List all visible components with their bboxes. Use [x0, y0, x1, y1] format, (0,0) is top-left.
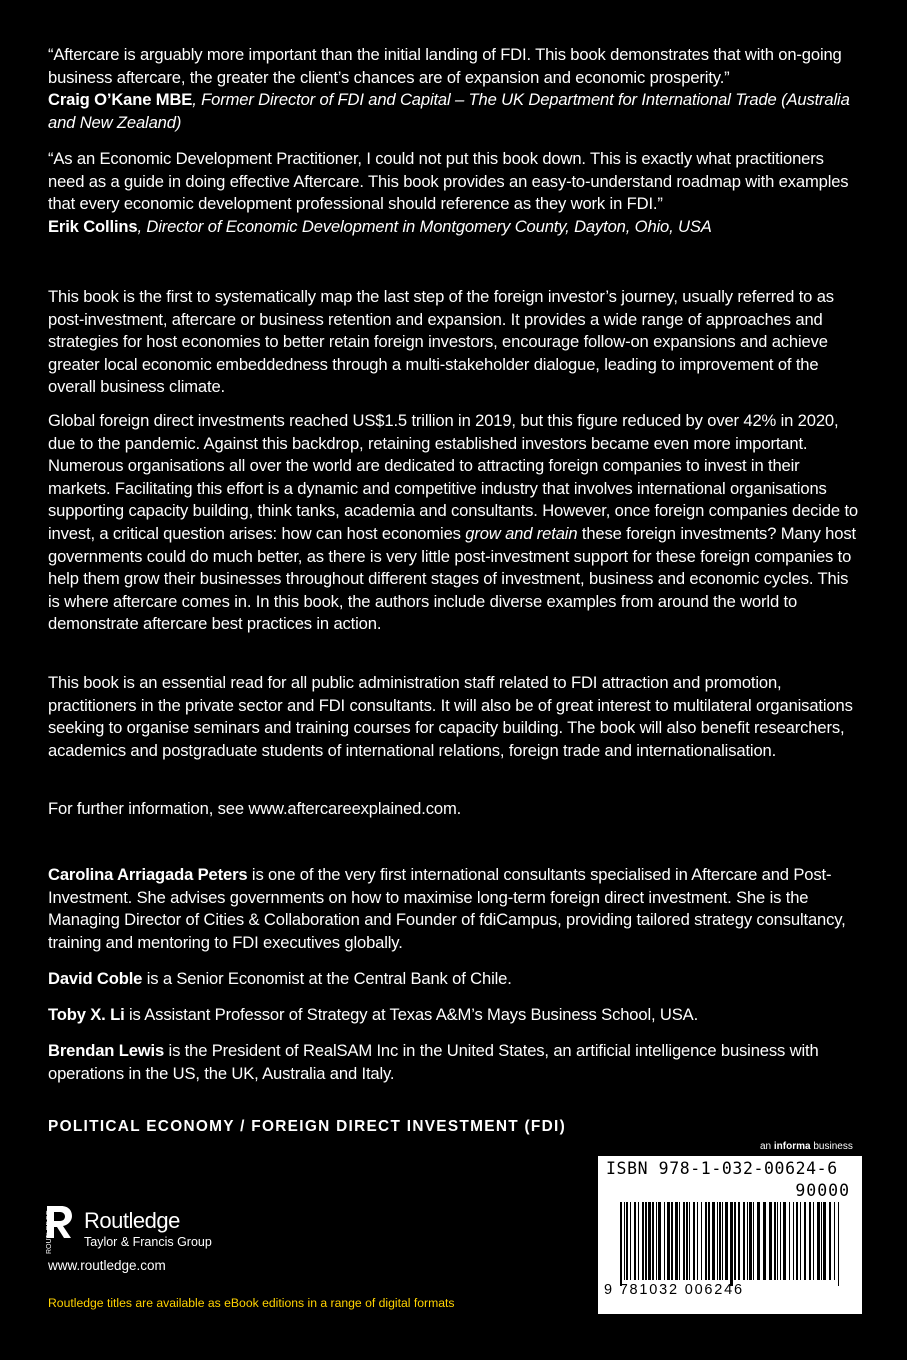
endorsement-quote-1	[48, 44, 860, 134]
subject-category: POLITICAL ECONOMY / FOREIGN DIRECT INVESTMENT (FDI)	[48, 1118, 567, 1135]
barcode-bar	[675, 1202, 678, 1280]
paragraph-text: these foreign investments? Many host governments could do much better, as there is very little post-investment support for these foreign companies to help them grow their businesses throughout different stages of investment, business and economic cycles. This is where aftercare comes in. In this book, the authors include diverse examples from around the world to demonstrate aftercare best practices in action.	[48, 523, 856, 634]
barcode-bar	[774, 1202, 776, 1280]
author-bio-4	[48, 1040, 860, 1085]
barcode-bar	[722, 1202, 723, 1280]
quote-author: Craig O’Kane MBE	[48, 90, 193, 110]
publisher-name: Routledge	[84, 1208, 180, 1233]
barcode-bar	[664, 1202, 665, 1280]
barcode-bar	[701, 1202, 702, 1280]
author-bio-text: is Assistant Professor of Strategy at Texas A&M’s Mays Business School, USA.	[124, 1005, 699, 1024]
informa-brand: informa	[773, 1141, 811, 1152]
barcode-bar	[780, 1202, 781, 1280]
author-bio-2	[48, 968, 860, 991]
author-name: Carolina Arriagada Peters	[48, 865, 248, 884]
barcode-bar	[777, 1202, 778, 1280]
author-bio-text: is the President of RealSAM Inc in the United States, an artificial intelligence business with operations in the US, the UK, Australia and Italy.	[48, 1041, 819, 1083]
publisher-subtitle: Taylor & Francis Group	[84, 1235, 212, 1249]
barcode-bar	[630, 1202, 631, 1280]
barcode-bar	[743, 1202, 745, 1280]
routledge-r-icon	[44, 1204, 74, 1256]
barcode-bar	[624, 1202, 625, 1280]
barcode-bar	[667, 1202, 670, 1280]
barcode-bar	[757, 1202, 760, 1280]
barcode-bar	[809, 1202, 811, 1280]
paragraph-text: Global foreign direct investments reached US$1.5 trillion in 2019, but this figure reduced by over 42% in 2020, due to the pandemic. Against this backdrop, retaining established investors became even more important. Numerous organisations all over the world are dedicated to attracting foreign companies to invest in their markets. Facilitating this effort is a dynamic and competitive industry that involves international organisations supporting capacity building, think tanks, academia and consultants. However, once foreign companies decide to invest, a critical question arises: how can host economies	[48, 411, 858, 543]
barcode-bar	[652, 1202, 654, 1280]
barcode-bar	[689, 1202, 690, 1280]
barcode-bar	[783, 1202, 786, 1280]
barcode-bar	[719, 1202, 721, 1280]
barcode-bar	[705, 1202, 707, 1280]
barcode-bar	[796, 1202, 798, 1280]
barcode-bar	[634, 1202, 636, 1280]
barcode-bar	[829, 1202, 831, 1280]
description-paragraph-2	[48, 410, 860, 636]
ebook-note: Routledge titles are available as eBook editions in a range of digital formats	[48, 1296, 455, 1310]
isbn-barcode	[598, 1156, 862, 1314]
barcode-bar	[823, 1202, 826, 1280]
barcode-bar	[638, 1202, 639, 1280]
barcode-bar	[725, 1202, 728, 1280]
author-bio-text: is one of the very first international consultants specialised in Aftercare and Post-Investment. She advises governments on how to maximise long-term foreign direct investment. She is the Managing Director of Cities & Collaboration and Founder of fdiCampus, providing tailored strategy consultancy, training and mentoring to FDI executives globally.	[48, 865, 846, 952]
isbn-number: ISBN 978-1-032-00624-6	[606, 1159, 838, 1178]
author-bio-3	[48, 1004, 860, 1027]
barcode-bar	[738, 1202, 740, 1280]
routledge-logo	[44, 1204, 244, 1256]
barcode-bar	[817, 1202, 820, 1280]
barcode-bar	[747, 1202, 748, 1280]
barcode-bar	[734, 1202, 736, 1280]
barcode-bar	[712, 1202, 715, 1280]
barcode-bar	[763, 1202, 766, 1280]
barcode-bar	[838, 1202, 839, 1286]
barcode-bar	[753, 1202, 754, 1280]
barcode-bar	[717, 1202, 718, 1280]
author-name: Brendan Lewis	[48, 1041, 165, 1060]
svg-text:ROUTLEDGE: ROUTLEDGE	[46, 1210, 53, 1254]
barcode-bar	[693, 1202, 695, 1280]
description-paragraph-1: This book is the first to systematically map the last step of the foreign investor’s journey, usually referred to as post-investment, aftercare or business retention and expansion. It provides a wide range of approaches and strategies for host economies to better retain foreign investors, encourage follow-on expansions and achieve greater local economic embeddedness through a multi-stakeholder dialogue, leading to improvement of the overall business climate.	[48, 287, 834, 397]
author-bio-1	[48, 864, 860, 954]
quote-text: “Aftercare is arguably more important than the initial landing of FDI. This book demonstrates that with on-going business aftercare, the greater the client’s chances are of expansion and economic prosperity.”	[48, 45, 842, 87]
barcode-bar	[658, 1202, 661, 1280]
endorsement-quote-2	[48, 148, 860, 238]
barcode-bar	[626, 1202, 628, 1280]
description-paragraph-3: This book is an essential read for all public administration staff related to FDI attraction and promotion, practitioners in the private sector and FDI consultants. It will also be of great interest to multilateral organisations seeking to organise seminars and training courses for capacity building. The book will also benefit researchers, academics and postgraduate students of international relations, foreign trade and internationalisation.	[48, 673, 853, 760]
barcode-bar	[642, 1202, 644, 1280]
ean-digits: 9 781032 006246	[604, 1282, 744, 1298]
author-name: Toby X. Li	[48, 1005, 125, 1024]
barcode-bar	[648, 1202, 651, 1280]
quote-author-role: , Former Director of FDI and Capital – The UK Department for International Trade (Australia and New Zealand)	[48, 90, 850, 132]
barcode-bar	[656, 1202, 657, 1280]
informa-prefix: an	[760, 1141, 774, 1152]
quote-author-role: , Director of Economic Development in Montgomery County, Dayton, Ohio, USA	[137, 216, 712, 236]
barcode-bar	[697, 1202, 698, 1280]
barcode-bar	[821, 1202, 822, 1280]
barcode-bar	[769, 1202, 772, 1280]
paragraph-emphasis: grow and retain	[465, 523, 578, 543]
informa-tagline	[760, 1141, 853, 1152]
barcode-bar	[813, 1202, 814, 1280]
description-further-info: For further information, see www.aftercareexplained.com.	[48, 799, 462, 818]
informa-suffix: business	[810, 1141, 853, 1152]
author-bio-text: is a Senior Economist at the Central Bank of Chile.	[142, 969, 512, 988]
barcode-bar	[793, 1202, 794, 1280]
barcode-bar	[645, 1202, 647, 1280]
barcode-bar	[708, 1202, 710, 1280]
barcode-bars	[620, 1202, 842, 1286]
barcode-bar	[686, 1202, 688, 1280]
author-name: David Coble	[48, 969, 143, 988]
barcode-bar	[804, 1202, 806, 1280]
barcode-bar	[671, 1202, 673, 1280]
barcode-bar	[800, 1202, 801, 1280]
barcode-bar	[683, 1202, 685, 1280]
quote-author: Erik Collins	[48, 216, 138, 236]
barcode-bar	[620, 1202, 622, 1286]
publisher-url: www.routledge.com	[48, 1258, 166, 1273]
barcode-bar	[679, 1202, 680, 1280]
quote-text: “As an Economic Development Practitioner, I could not put this book down. This is exactly what practitioners need as a guide in doing effective Aftercare. This book provides an easy-to-understand roadmap with examples that every economic development professional should reference as they work in FDI.”	[48, 149, 849, 214]
barcode-bar	[789, 1202, 790, 1280]
barcode-bar	[834, 1202, 835, 1280]
barcode-bar	[730, 1202, 733, 1286]
barcode-bar	[749, 1202, 752, 1280]
price-code: 90000	[795, 1181, 850, 1200]
